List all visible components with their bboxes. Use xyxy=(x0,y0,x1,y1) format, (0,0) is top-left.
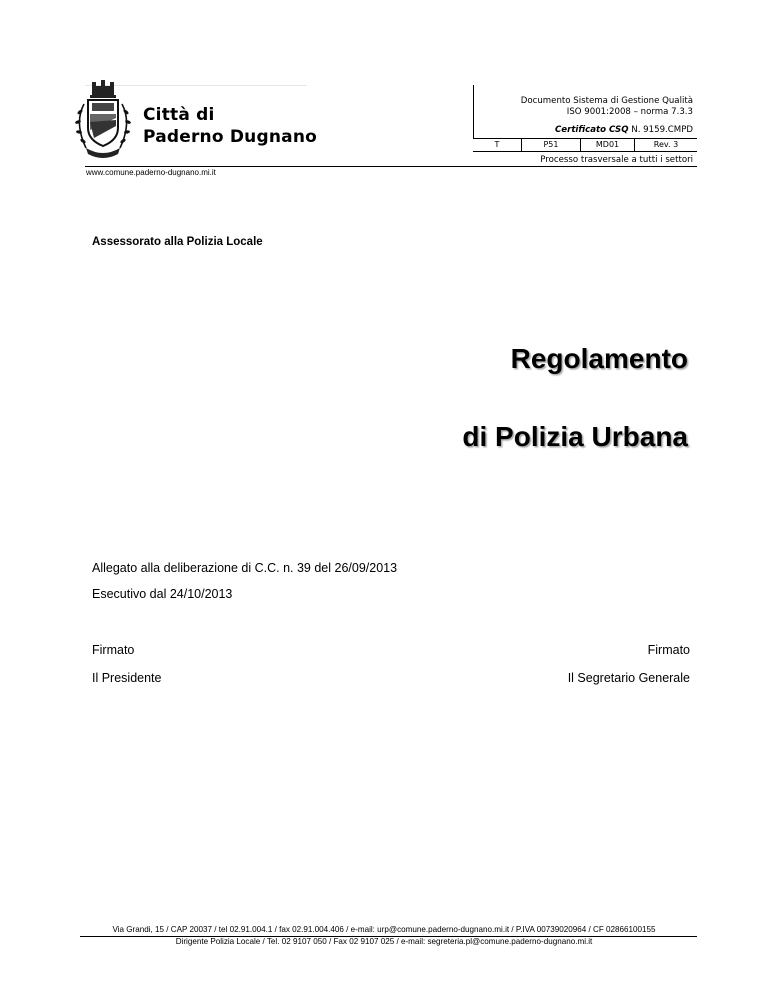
quality-cell-revision: Rev. 3 xyxy=(653,140,679,149)
quality-process-note: Processo trasversale a tutti i settori xyxy=(540,155,693,165)
document-title-line1: Regolamento xyxy=(510,343,688,374)
left-signature-status: Firmato xyxy=(92,643,135,657)
quality-cell-process: P51 xyxy=(543,140,559,149)
quality-box-divider xyxy=(473,151,697,152)
department-name: Assessorato alla Polizia Locale xyxy=(92,236,263,248)
certificate-label: Certificato CSQ xyxy=(554,125,629,135)
quality-iso-norm: ISO 9001:2008 – norma 7.3.3 xyxy=(566,107,693,117)
certificate-number: N. 9159.CMPD xyxy=(631,125,693,135)
city-name-line1: Città di xyxy=(143,105,215,125)
quality-cell-type: T xyxy=(494,140,500,149)
quality-box-border xyxy=(473,85,474,138)
website-url: www.comune.paderno-dugnano.mi.it xyxy=(86,168,216,177)
quality-cell-module: MD01 xyxy=(595,140,620,149)
city-name-line2: Paderno Dugnano xyxy=(143,127,317,147)
right-signatory-role: Il Segretario Generale xyxy=(567,671,690,685)
quality-info-box xyxy=(473,85,697,167)
quality-certificate xyxy=(555,125,693,136)
footer-contact-line: Via Grandi, 15 / CAP 20037 / tel 02.91.004.1 / fax 02.91.004.406 / e-mail: urp@comune.paderno-dugnano.mi.it / P.IVA 00739020964 / CF 02866100155 xyxy=(112,925,656,934)
city-name xyxy=(143,104,317,148)
document-title-line2: di Polizia Urbana xyxy=(462,421,688,452)
left-signatory-role: Il Presidente xyxy=(92,671,162,685)
quality-doc-title: Documento Sistema di Gestione Qualità xyxy=(520,96,693,106)
deliberation-reference: Allegato alla deliberazione di C.C. n. 39 del 26/09/2013 xyxy=(92,561,398,575)
city-crest-logo xyxy=(70,78,136,166)
footer-police-contact-line: Dirigente Polizia Locale / Tel. 02 9107 050 / Fax 02 9107 025 / e-mail: segreteria.pl@comune.paderno-dugnano.mi.it xyxy=(175,937,593,946)
effective-date: Esecutivo dal 24/10/2013 xyxy=(92,587,233,601)
header-divider xyxy=(85,166,697,167)
right-signature-status: Firmato xyxy=(647,643,690,657)
